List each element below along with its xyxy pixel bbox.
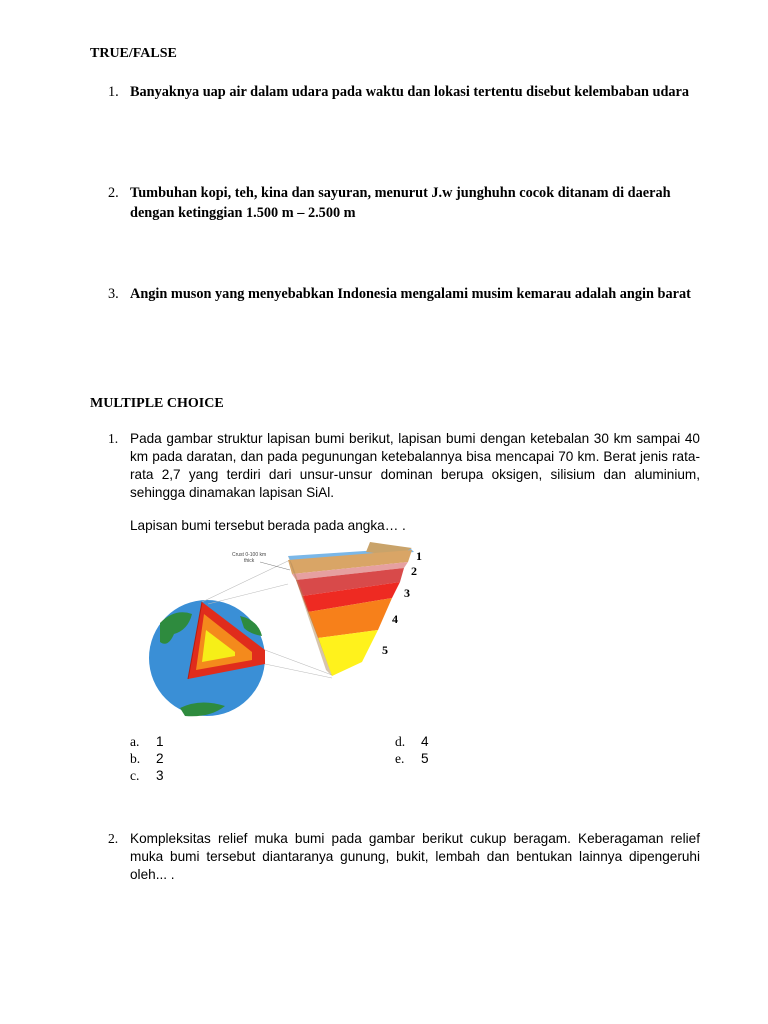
- earth-layers-illustration: [140, 538, 440, 724]
- crust-label-line-2: thick: [244, 558, 255, 564]
- item-text: Banyaknya uap air dalam udara pada waktu dan lokasi tertentu disebut kelembaban udara: [130, 84, 690, 100]
- section-heading-multiple-choice: MULTIPLE CHOICE: [90, 396, 224, 411]
- section-heading-true-false: TRUE/FALSE: [90, 46, 177, 61]
- option-value: 3: [156, 768, 164, 783]
- option-value: 2: [156, 751, 164, 766]
- question-prompt: Lapisan bumi tersebut berada pada angka… .: [130, 518, 406, 533]
- layer-number-5: 5: [382, 643, 388, 657]
- option-value: 5: [421, 751, 429, 766]
- option-value: 4: [421, 734, 429, 749]
- question-text: Pada gambar struktur lapisan bumi berikut, lapisan bumi dengan ketebalan 30 km sampai 40 km pada daratan, dan pada pegunungan ketebalannya bisa mencapai 70 km. Berat jenis rata-rata 2,7 yang terdiri dari unsur-unsur dominan berupa oksigen, silisium dan aluminium, sehingga dinamakan lapisan SiAl.: [130, 431, 700, 500]
- question-text: Kompleksitas relief muka bumi pada gambar berikut cukup beragam. Keberagaman relief muka bumi tersebut diantaranya gunung, bukit, lembah dan bentukan lainnya dipengeruhi oleh... .: [130, 831, 700, 882]
- layer-number-1: 1: [416, 549, 422, 563]
- option-letter: c.: [130, 768, 140, 783]
- item-number: 1.: [108, 431, 119, 446]
- crust-label-line-1: Crust 0-100 km: [232, 552, 267, 558]
- item-number: 2.: [108, 831, 119, 846]
- item-number: 1.: [108, 84, 119, 100]
- item-number: 2.: [108, 185, 119, 201]
- option-letter: a.: [130, 734, 140, 749]
- earth-structure-figure: [140, 538, 440, 724]
- option-letter: e.: [395, 751, 405, 766]
- option-letter: d.: [395, 734, 406, 749]
- item-text: Angin muson yang menyebabkan Indonesia mengalami musim kemarau adalah angin barat: [130, 286, 691, 302]
- item-number: 3.: [108, 286, 119, 302]
- option-letter: b.: [130, 751, 141, 766]
- item-text: Tumbuhan kopi, teh, kina dan sayuran, menurut J.w junghuhn cocok ditanam di daerah dengan ketinggian 1.500 m – 2.500 m: [130, 185, 671, 221]
- layer-number-3: 3: [404, 586, 410, 600]
- option-value: 1: [156, 734, 164, 749]
- layer-number-2: 2: [411, 564, 417, 578]
- layer-number-4: 4: [392, 612, 398, 626]
